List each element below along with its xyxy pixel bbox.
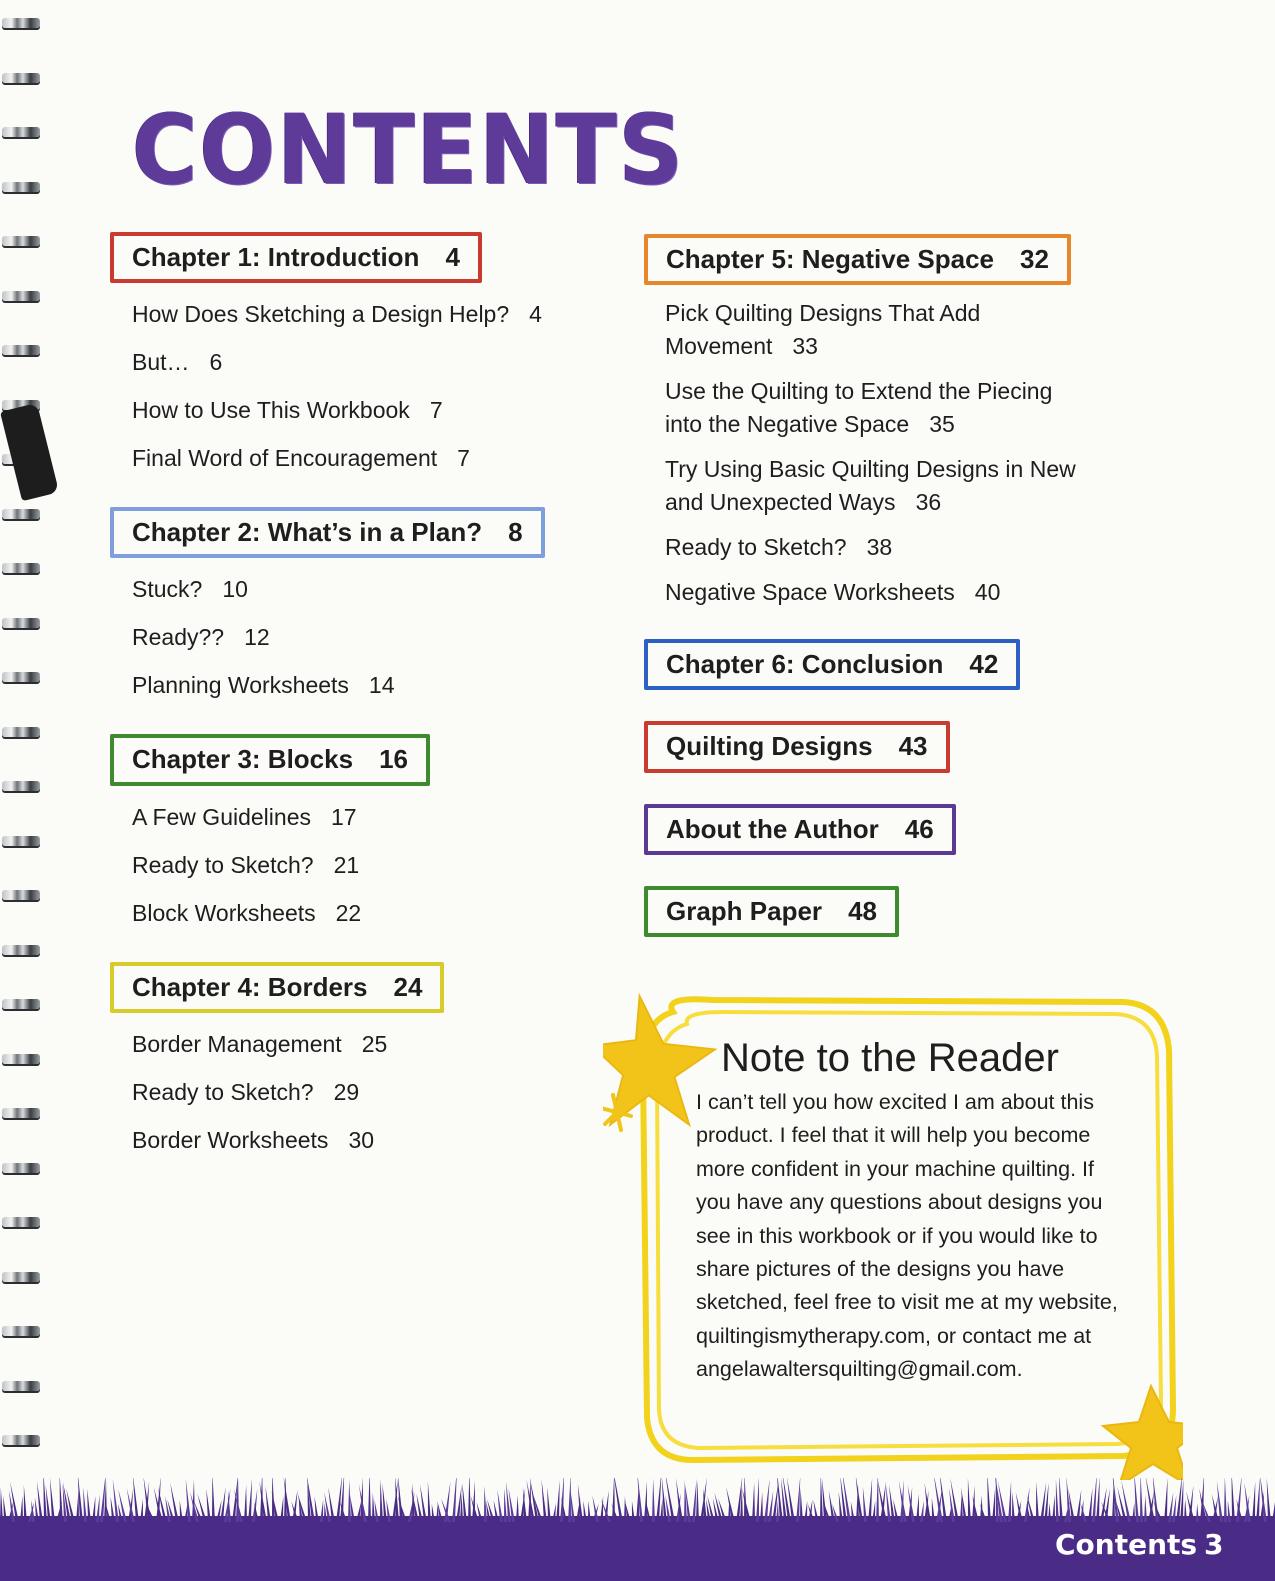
- spiral-ring: [2, 1054, 40, 1064]
- chapter-heading-box[interactable]: [110, 507, 545, 558]
- entry-label: Block Worksheets: [132, 899, 316, 926]
- section-page: 42: [969, 649, 999, 680]
- section-title: Chapter 6: Conclusion: [666, 649, 944, 680]
- chapter-entries: [110, 298, 630, 475]
- grass-blade: [796, 1478, 800, 1522]
- entry-page: 21: [333, 851, 360, 878]
- spiral-ring: [2, 1108, 40, 1118]
- toc-entry[interactable]: [132, 1076, 630, 1109]
- entry-page: 6: [209, 349, 223, 376]
- chapter-entries: [644, 297, 1114, 609]
- entry-label: A Few Guidelines: [132, 803, 311, 830]
- chapter-title: Chapter 3: Blocks: [132, 744, 354, 775]
- entry-label: How to Use This Workbook: [132, 397, 410, 424]
- entry-label: Ready??: [132, 624, 225, 651]
- grass-blade: [92, 1496, 95, 1522]
- entry-label: Planning Worksheets: [132, 672, 349, 699]
- chapter-4: [110, 962, 630, 1157]
- grass-blade: [320, 1500, 323, 1522]
- grass-blade: [752, 1482, 755, 1522]
- chapter-title: Chapter 5: Negative Space: [666, 244, 995, 274]
- grass-blade: [1056, 1479, 1059, 1522]
- chapter-page: 32: [1020, 244, 1049, 274]
- section-title: Quilting Designs: [666, 731, 873, 762]
- note-title: Note to the Reader: [721, 1036, 1059, 1080]
- entry-label: Ready to Sketch?: [665, 534, 847, 561]
- entry-page: 7: [457, 445, 470, 472]
- grass-blade: [932, 1498, 935, 1522]
- grass-blade: [368, 1478, 371, 1522]
- page-title: CONTENTS: [132, 94, 685, 206]
- grass-blade: [1144, 1495, 1147, 1522]
- spiral-ring: [2, 182, 40, 192]
- spiral-ring: [2, 1163, 40, 1173]
- toc-entry[interactable]: [132, 897, 630, 930]
- entry-label: Ready to Sketch?: [132, 1078, 314, 1105]
- spiral-ring: [2, 127, 40, 137]
- grass-blade: [644, 1481, 647, 1522]
- note-body: I can’t tell you how excited I am about this product. I feel that it will help you become more confident in your machine quilting. If you have any questions about designs you see in this workbook or if you would like to share pictures of the designs you have sketched, feel free to visit me at my website, quiltingismytherapy.com, or contact me at angelawaltersquilting@gmail.com.: [696, 1090, 1118, 1382]
- grass-blade: [968, 1478, 971, 1522]
- chapter-title: Chapter 2: What’s in a Plan?: [132, 517, 483, 548]
- grass-blade: [133, 1478, 139, 1522]
- grass-blade: [1059, 1478, 1063, 1522]
- chapter-title: Chapter 1: Introduction: [132, 242, 420, 272]
- entry-page: 22: [335, 899, 362, 926]
- grass-blade: [140, 1499, 143, 1522]
- grass-blade: [1140, 1478, 1143, 1522]
- spiral-ring: [2, 1217, 40, 1227]
- section-title: Graph Paper: [666, 895, 823, 926]
- section-page: 46: [904, 813, 934, 844]
- footer-section-label: Contents: [1055, 1528, 1198, 1561]
- grass-blade: [1012, 1492, 1015, 1522]
- grass-blade: [1256, 1478, 1260, 1522]
- grass-blade: [516, 1495, 519, 1522]
- grass-blade: [184, 1504, 188, 1522]
- chapter-2: [110, 507, 630, 702]
- entry-page: 29: [333, 1078, 360, 1105]
- spiral-ring: [2, 836, 40, 846]
- chapter-page: 24: [393, 971, 423, 1002]
- grass-blade: [972, 1486, 975, 1522]
- grass-blade: [568, 1478, 571, 1522]
- grass-blade: [1134, 1478, 1139, 1522]
- spiral-ring: [2, 672, 40, 682]
- grass-blade: [24, 1485, 27, 1522]
- spiral-ring: [2, 1381, 40, 1391]
- chapter-entries: [110, 801, 630, 930]
- grass-blade: [1184, 1499, 1187, 1522]
- grass-blade: [1260, 1478, 1267, 1522]
- grass-blade: [1008, 1481, 1011, 1522]
- chapter-heading-box[interactable]: [110, 232, 482, 283]
- spiral-ring: [2, 1272, 40, 1282]
- grass-blade: [800, 1488, 803, 1522]
- grass-blade: [50, 1478, 55, 1522]
- grass-blade: [1132, 1502, 1135, 1522]
- chapter-heading-box[interactable]: [110, 734, 430, 785]
- toc-entry[interactable]: [132, 621, 630, 654]
- footer-page-number: 3: [1204, 1528, 1224, 1561]
- entry-label: How Does Sketching a Design Help?: [132, 301, 510, 328]
- spiral-ring: [2, 999, 40, 1009]
- chapter-1: [110, 232, 630, 475]
- entry-label-line: Try Using Basic Quilting Designs in New: [665, 456, 1076, 483]
- toc-entry[interactable]: [132, 346, 630, 379]
- entry-page: 33: [792, 333, 818, 360]
- section-page: 48: [848, 895, 877, 926]
- grass-blade: [1092, 1478, 1097, 1522]
- grass-blade: [660, 1498, 663, 1522]
- grass-blade: [916, 1494, 919, 1522]
- grass-blade: [76, 1490, 79, 1522]
- grass-blade: [987, 1478, 991, 1522]
- entry-page: 12: [244, 624, 270, 651]
- grass-blade: [504, 1488, 507, 1522]
- entry-label-line: Pick Quilting Designs That Add: [665, 300, 981, 327]
- chapter-entries: [110, 1028, 630, 1157]
- toc-entry[interactable]: [665, 531, 1114, 564]
- spiral-ring: [2, 781, 40, 791]
- entry-page: 25: [361, 1030, 388, 1057]
- entry-label-line: into the Negative Space: [665, 411, 910, 438]
- grass-blade: [468, 1478, 471, 1522]
- spiral-binding: [0, 18, 44, 1488]
- grass-blade: [1096, 1478, 1100, 1522]
- spiral-ring: [2, 1326, 40, 1336]
- spiral-ring: [2, 73, 40, 83]
- graph-paper-box[interactable]: [644, 886, 899, 937]
- toc-entry[interactable]: [132, 394, 630, 427]
- spiral-ring: [2, 563, 40, 573]
- grass-blade: [1048, 1503, 1051, 1522]
- section-stack: [644, 639, 1114, 968]
- grass-blade: [696, 1481, 699, 1522]
- toc-entry[interactable]: [132, 849, 630, 882]
- contents-left-column: [110, 232, 630, 1189]
- grass-blade: [1121, 1480, 1131, 1522]
- spiral-ring: [2, 945, 40, 955]
- contents-right-column: [644, 234, 1114, 968]
- entry-page: 30: [348, 1126, 375, 1153]
- grass-blade: [398, 1478, 403, 1522]
- grass-blade: [652, 1478, 655, 1522]
- quilting-designs-box[interactable]: [644, 721, 950, 772]
- entry-label-line: Use the Quilting to Extend the Piecing: [665, 378, 1053, 405]
- toc-entry[interactable]: [665, 576, 1114, 609]
- grass-blade: [760, 1492, 763, 1522]
- entry-page: 4: [529, 301, 542, 328]
- entry-label: Final Word of Encouragement: [132, 445, 438, 472]
- entry-label: Border Worksheets: [132, 1126, 329, 1153]
- toc-entry[interactable]: [132, 1124, 630, 1157]
- grass-blade: [0, 1487, 3, 1522]
- chapter-page: 8: [508, 517, 523, 548]
- grass-blade: [692, 1478, 697, 1522]
- grass-blade: [676, 1478, 683, 1522]
- chapter-page: 16: [379, 744, 408, 775]
- grass-blade: [868, 1478, 872, 1522]
- note-to-reader: [603, 990, 1183, 1480]
- entry-label: Negative Space Worksheets: [665, 579, 955, 606]
- chapter-heading-box[interactable]: [644, 234, 1071, 285]
- toc-entry[interactable]: [665, 375, 1114, 441]
- grass-blade: [1252, 1482, 1255, 1522]
- section-page: 43: [898, 731, 928, 762]
- toc-entry[interactable]: [665, 453, 1114, 519]
- grass-blade: [180, 1500, 183, 1522]
- entry-page: 35: [929, 411, 955, 438]
- grass-blade: [20, 1496, 23, 1522]
- spiral-ring: [2, 509, 40, 519]
- toc-entry[interactable]: [132, 573, 630, 606]
- toc-entry[interactable]: [132, 801, 630, 834]
- grass-blade: [1267, 1478, 1271, 1522]
- chapter-heading-box[interactable]: [110, 962, 444, 1013]
- entry-page: 40: [974, 579, 1001, 606]
- chapter-6-box[interactable]: [644, 639, 1020, 690]
- grass-blade: [1052, 1495, 1055, 1522]
- entry-label-line: and Unexpected Ways: [665, 489, 896, 516]
- spiral-ring: [2, 291, 40, 301]
- chapter-5: [644, 234, 1114, 609]
- grass-blade: [1217, 1481, 1223, 1522]
- grass-blade: [556, 1480, 560, 1522]
- grass-blade: [248, 1478, 252, 1522]
- grass-blade: [1231, 1478, 1235, 1522]
- grass-blade: [1228, 1500, 1231, 1522]
- spiral-ring: [2, 236, 40, 246]
- grass-blade: [372, 1493, 375, 1522]
- grass-blade: [541, 1479, 547, 1522]
- toc-entry[interactable]: [132, 442, 630, 475]
- entry-page: 14: [368, 672, 395, 699]
- toc-entry[interactable]: [665, 297, 1114, 363]
- grass-blade: [665, 1478, 675, 1522]
- chapter-entries: [110, 573, 630, 702]
- toc-entry[interactable]: [132, 669, 630, 702]
- spiral-ring: [2, 727, 40, 737]
- grass-blade: [632, 1501, 635, 1522]
- grass-blade: [764, 1478, 770, 1522]
- grass-blade: [1224, 1478, 1227, 1522]
- spiral-ring: [2, 345, 40, 355]
- about-author-box[interactable]: [644, 804, 956, 855]
- toc-entry[interactable]: [132, 298, 630, 331]
- spiral-ring: [2, 890, 40, 900]
- entry-label: Ready to Sketch?: [132, 851, 314, 878]
- grass-blade: [60, 1478, 63, 1522]
- entry-label-line: Movement: [665, 333, 773, 360]
- grass-blade: [756, 1478, 759, 1522]
- entry-page: 36: [915, 489, 942, 516]
- grass-blade: [1036, 1482, 1039, 1522]
- grass-blade: [432, 1504, 435, 1522]
- chapter-3: [110, 734, 630, 929]
- entry-page: 7: [429, 397, 443, 424]
- grass-blade: [1196, 1504, 1199, 1522]
- grass-blade: [452, 1478, 457, 1522]
- entry-page: 10: [222, 576, 248, 603]
- toc-entry[interactable]: [132, 1028, 630, 1061]
- chapter-title: Chapter 4: Borders: [132, 971, 368, 1002]
- entry-label: But…: [132, 349, 190, 376]
- chapter-page: 4: [445, 242, 460, 272]
- spiral-ring: [2, 1435, 40, 1445]
- grass-blade: [588, 1501, 591, 1522]
- grass-blade: [428, 1482, 431, 1522]
- entry-label: Border Management: [132, 1030, 342, 1057]
- spiral-ring: [2, 618, 40, 628]
- section-title: About the Author: [666, 813, 879, 844]
- entry-label: Stuck?: [132, 576, 203, 603]
- grass-blade: [1164, 1478, 1168, 1522]
- entry-page: 38: [866, 534, 893, 561]
- spiral-ring: [2, 18, 40, 28]
- grass-blade: [1180, 1479, 1183, 1522]
- grass-blade: [244, 1485, 247, 1522]
- grass-blade: [212, 1478, 215, 1522]
- grass-blade: [43, 1478, 47, 1522]
- entry-page: 17: [330, 803, 357, 830]
